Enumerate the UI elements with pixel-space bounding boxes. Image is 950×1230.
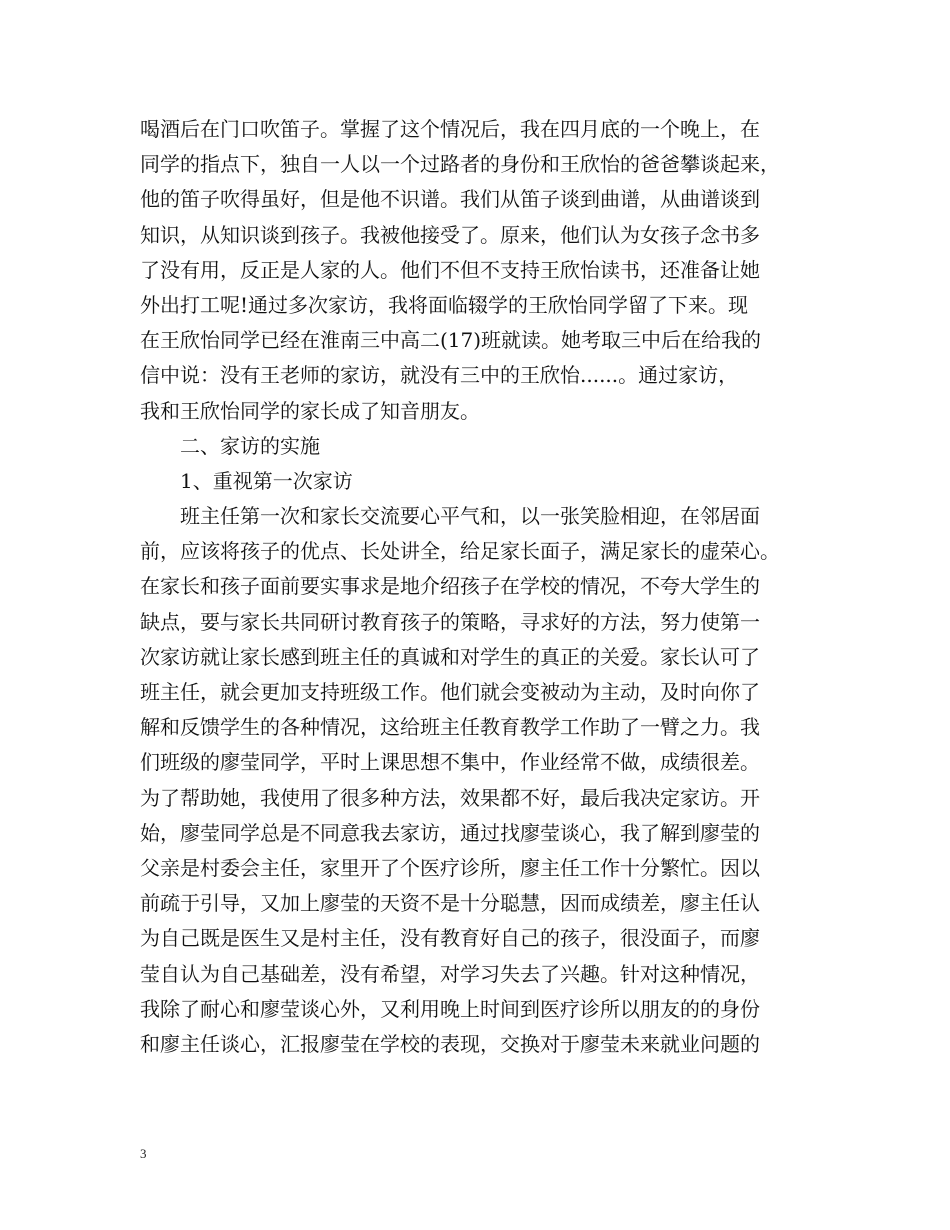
text-line: 班主任，就会更加支持班级工作。他们就会变被动为主动，及时向你了 <box>140 680 760 704</box>
text-line: 次家访就让家长感到班主任的真诚和对学生的真正的关爱。家长认可了 <box>140 644 760 669</box>
text-line: 解和反馈学生的各种情况，这给班主任教育教学工作助了一臂之力。我 <box>140 715 760 740</box>
text-line: 知识，从知识谈到孩子。我被他接受了。原来，他们认为女孩子念书多 <box>140 222 760 247</box>
text-line: 外出打工呢!通过多次家访，我将面临辍学的王欣怡同学留了下来。现 <box>140 292 749 317</box>
text-line: 们班级的廖莹同学，平时上课思想不集中，作业经常不做，成绩很差。 <box>140 750 760 775</box>
section-heading: 二、家访的实施 <box>180 433 320 458</box>
text-line: 前疏于引导，又加上廖莹的天资不是十分聪慧，因而成绩差，廖主任认 <box>140 891 760 916</box>
text-line: 和廖主任谈心，汇报廖莹在学校的表现，交换对于廖莹未来就业问题的 <box>140 1031 760 1056</box>
text-line: 为自己既是医生又是村主任，没有教育好自己的孩子，很没面子，而廖 <box>140 926 760 951</box>
text-line: 前，应该将孩子的优点、长处讲全，给足家长面子，满足家长的虚荣心。 <box>140 539 780 564</box>
text-line: 缺点，要与家长共同研讨教育孩子的策略，寻求好的方法，努力使第一 <box>140 609 760 634</box>
text-line: 我和王欣怡同学的家长成了知音朋友。 <box>140 398 480 423</box>
text-line: 莹自认为自己基础差，没有希望，对学习失去了兴趣。针对这种情况， <box>140 961 760 986</box>
text-line: 在王欣怡同学已经在淮南三中高二(17)班就读。她考取三中后在给我的 <box>140 328 762 353</box>
text-line: 父亲是村委会主任，家里开了个医疗诊所，廖主任工作十分繁忙。因以 <box>140 855 760 880</box>
text-line: 为了帮助她，我使用了很多种方法，效果都不好，最后我决定家访。开 <box>140 785 760 810</box>
text-line: 了没有用，反正是人家的人。他们不但不支持王欣怡读书，还准备让她 <box>140 257 760 282</box>
text-line: 班主任第一次和家长交流要心平气和，以一张笑脸相迎，在邻居面 <box>180 504 760 529</box>
page-number: 3 <box>140 1146 147 1161</box>
text-line: 他的笛子吹得虽好，但是他不识谱。我们从笛子谈到曲谱，从曲谱谈到 <box>140 187 760 212</box>
body-text <box>140 112 830 1062</box>
text-line: 信中说：没有王老师的家访，就没有三中的王欣怡......。通过家访， <box>140 363 739 388</box>
subsection-heading: 1、重视第一次家访 <box>180 468 353 493</box>
text-line: 在家长和孩子面前要实事求是地介绍孩子在学校的情况，不夸大学生的 <box>140 574 760 599</box>
text-line: 同学的指点下，独自一人以一个过路者的身份和王欣怡的爸爸攀谈起来， <box>140 152 780 177</box>
text-line: 喝酒后在门口吹笛子。掌握了这个情况后，我在四月底的一个晚上，在 <box>140 117 760 141</box>
text-line: 始，廖莹同学总是不同意我去家访，通过找廖莹谈心，我了解到廖莹的 <box>140 820 760 845</box>
text-line: 我除了耐心和廖莹谈心外，又利用晚上时间到医疗诊所以朋友的的身份 <box>140 996 760 1021</box>
